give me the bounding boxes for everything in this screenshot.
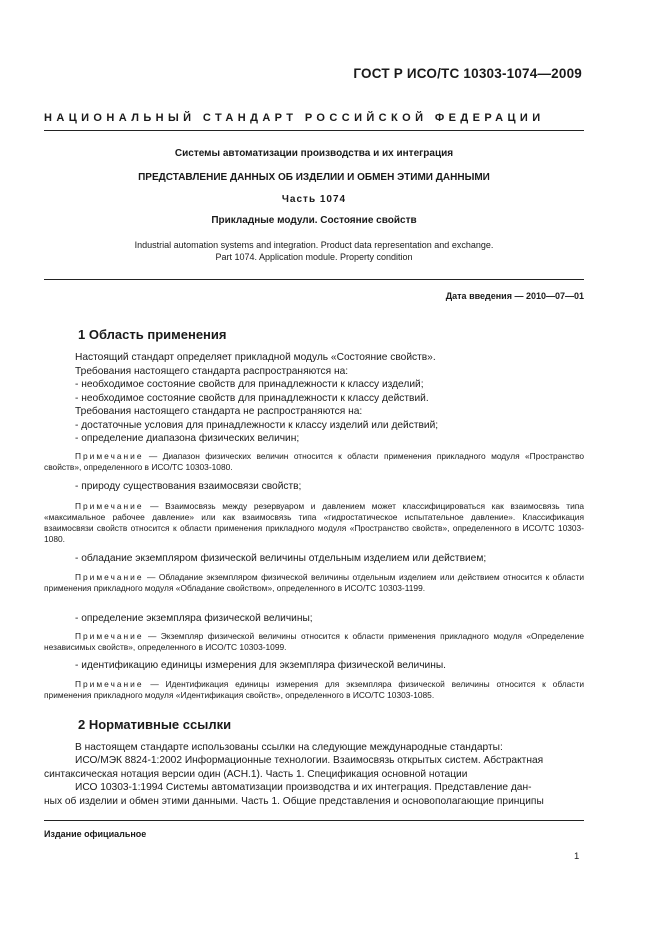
english-title	[44, 239, 584, 263]
footer-rule	[44, 820, 584, 821]
note	[44, 501, 584, 545]
list-item: - природу существования взаимосвязи свойств;	[75, 481, 302, 492]
note	[44, 679, 584, 701]
paragraph: Требования настоящего стандарта не распространяются на:	[75, 406, 363, 417]
note	[44, 631, 584, 653]
series-title: Системы автоматизации производства и их интеграция	[174, 148, 454, 159]
note-label: Примечание	[75, 451, 144, 461]
national-standard-banner: НАЦИОНАЛЬНЫЙ СТАНДАРТ РОССИЙСКОЙ ФЕДЕРАЦИИ	[44, 112, 545, 124]
paragraph: Требования настоящего стандарта распространяются на:	[75, 366, 349, 377]
section-1-heading: 1 Область применения	[78, 327, 227, 342]
page-number: 1	[574, 851, 580, 862]
main-title: ПРЕДСТАВЛЕНИЕ ДАННЫХ ОБ ИЗДЕЛИИ И ОБМЕН ЭТИМИ ДАННЫМИ	[138, 172, 490, 183]
sub-title: Прикладные модули. Состояние свойств	[211, 215, 417, 226]
note-text: — Экземпляр физической величины относится к области применения прикладного модуля «Определение независимых свойств», определенного в ИСО/ТС 10303-1099.	[44, 631, 585, 652]
reference: ИСО/МЭК 8824-1:2002 Информационные технологии. Взаимосвязь открытых систем. Абстрактная	[75, 755, 544, 766]
note-text: — Идентификация единицы измерения для экземпляра физической величины относится к области применения прикладного модуля «Идентификация свойств», определенного в ИСО/ТС 10303-1085.	[44, 679, 584, 700]
note-label: Примечание	[75, 679, 144, 689]
list-item: - достаточные условия для принадлежности к классу изделий или действий;	[75, 420, 439, 431]
list-item: - необходимое состояние свойств для принадлежности к классу действий.	[75, 393, 429, 404]
list-item: - определение экземпляра физической величины;	[75, 613, 313, 624]
reference: ИСО 10303-1:1994 Системы автоматизации производства и их интеграция. Представление дан-	[75, 782, 532, 793]
list-item: - определение диапазона физических величин;	[75, 433, 300, 444]
note-label: Примечание	[75, 572, 144, 582]
document-number: ГОСТ Р ИСО/ТС 10303-1074—2009	[353, 66, 582, 81]
list-item: - необходимое состояние свойств для принадлежности к классу изделий;	[75, 379, 424, 390]
section-2-heading: 2 Нормативные ссылки	[78, 717, 232, 732]
official-edition: Издание официальное	[44, 829, 147, 839]
intro-rule	[44, 279, 584, 280]
paragraph: В настоящем стандарте использованы ссылки на следующие международные стандарты:	[75, 742, 503, 753]
note-text: — Взаимосвязь между резервуаром и давлением может классифицироваться как взаимосвязь типа «максимальное рабочее давление» или как взаимосвязь типа «гидростатическое испытательное давление». Классификация взаимосвязи свойств относится к области применения прикладного модуля «Пространство свойств», определенного в ИСО/ТС 10303-1080.	[44, 501, 584, 544]
note-text: — Обладание экземпляром физической величины отдельным изделием или действием относится к области применения прикладного модуля «Обладание свойством», определенного в ИСО/ТС 10303-1199.	[44, 572, 585, 593]
part-title: Часть 1074	[281, 194, 347, 205]
paragraph: Настоящий стандарт определяет прикладной модуль «Состояние свойств».	[75, 352, 436, 363]
list-item: - обладание экземпляром физической величины отдельным изделием или действием;	[75, 553, 487, 564]
note	[44, 572, 584, 594]
english-title-line-1: Industrial automation systems and integration. Product data representation and exchange.	[134, 240, 494, 250]
reference-continuation: ных об изделии и обмен этими данными. Часть 1. Общие представления и основополагающие принципы	[44, 796, 544, 807]
note-label: Примечание	[75, 501, 144, 511]
introduction-date: Дата введения — 2010—07—01	[445, 291, 584, 301]
english-title-line-2: Part 1074. Application module. Property condition	[215, 252, 413, 262]
top-rule	[44, 130, 584, 131]
note-label: Примечание	[75, 631, 144, 641]
note	[44, 451, 584, 473]
note-text: — Диапазон физических величин относится к области применения прикладного модуля «Пространство свойств», определенного в ИСО/ТС 10303-1080.	[44, 451, 585, 472]
reference-continuation: синтаксическая нотация версии один (АСН.1). Часть 1. Спецификация основной нотации	[44, 769, 468, 780]
list-item: - идентификацию единицы измерения для экземпляра физической величины.	[75, 660, 446, 671]
